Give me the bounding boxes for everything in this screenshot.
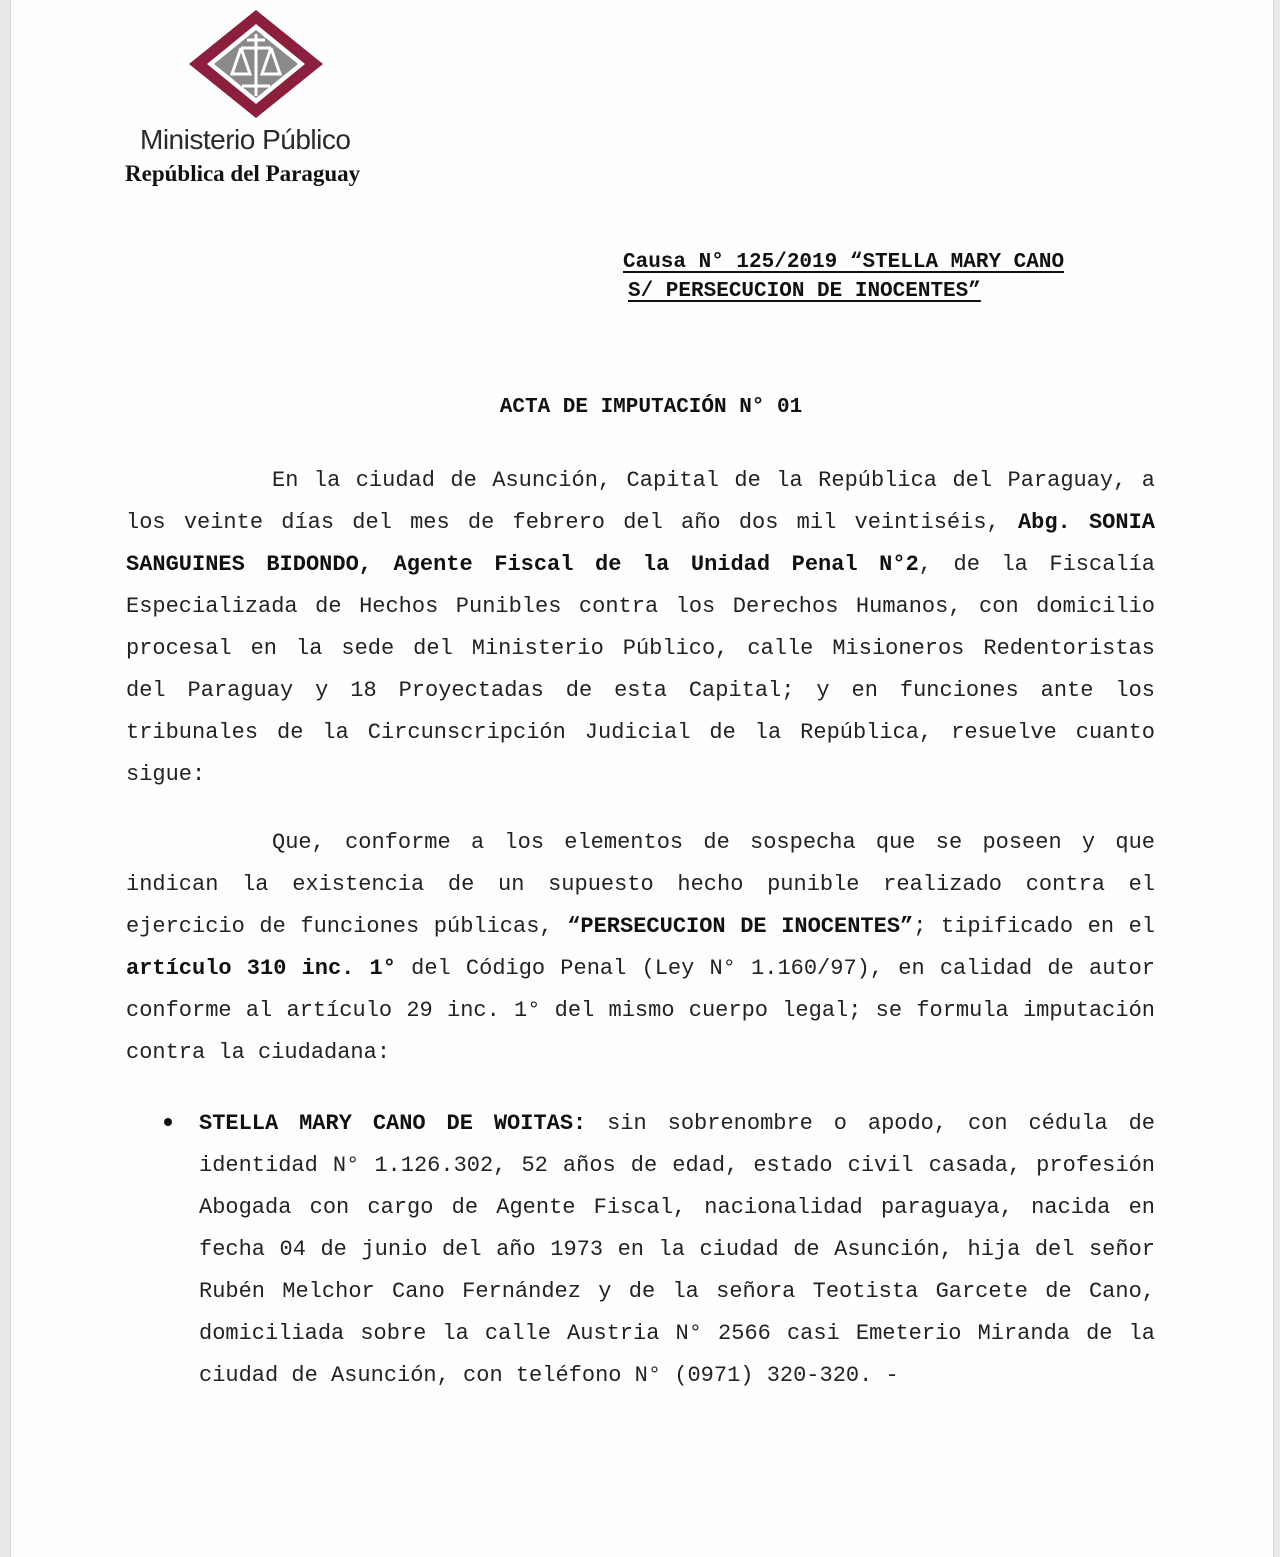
letterhead — [121, 8, 421, 198]
case-reference-line-2: S/ PERSECUCION DE INOCENTES” — [628, 280, 981, 303]
bullet-icon — [164, 1118, 172, 1126]
defendant-entry — [199, 1103, 1155, 1397]
document-title: ACTA DE IMPUTACIÓN N° 01 — [499, 396, 803, 419]
defendant-details: sin sobrenombre o apodo, con cédula de identidad N° 1.126.302, 52 años de edad, estado civil casada, profesión Abogada con cargo de Agente Fiscal, nacionalidad paraguaya, nacida en fecha 04 de junio del año 1973 en la ciudad de Asunción, hija del señor Rubén Melchor Cano Fernández y de la señora Teotista Garcete de Cano, domiciliada sobre la calle Austria N° 2566 casi Emeterio Miranda de la ciudad de Asunción, con teléfono N° (0971) 320-320. - — [199, 1111, 1155, 1388]
paragraph-opening-rest: , de la Fiscalía Especializada de Hechos Punibles contra los Derechos Humanos, con domicilio procesal en la sede del Ministerio Público, calle Misioneros Redentoristas del Paraguay y 18 Proyectadas de esta Capital; y en funciones ante los tribunales de la Circunscripción Judicial de la República, resuelve cuanto sigue: — [126, 552, 1156, 787]
document-page — [10, 0, 1274, 1557]
crime-name: “PERSECUCION DE INOCENTES” — [567, 914, 914, 939]
org-name: Ministerio Público — [140, 124, 351, 155]
paragraph-charge-middle: ; tipificado en el — [913, 914, 1156, 939]
scales-of-justice-logo-icon — [181, 8, 331, 118]
paragraph-charge-intro: Que, conforme a los elementos de sospecha que se poseen y que indican la existencia de un supuesto hecho punible realizado contra el ejercicio de funciones públicas, — [126, 830, 1155, 939]
paragraph-charge — [126, 822, 1155, 1074]
paragraph-opening-intro: En la ciudad de Asunción, Capital de la República del Paraguay, a los veinte días del mes de febrero del año dos mil veintiséis, — [126, 468, 1155, 535]
paragraph-charge-rest: del Código Penal (Ley N° 1.160/97), en calidad de autor conforme al artículo 29 inc. 1° del mismo cuerpo legal; se formula imputación contra la ciudadana: — [126, 956, 1156, 1065]
case-reference-line-1: Causa N° 125/2019 “STELLA MARY CANO — [623, 251, 1065, 274]
prosecutor-name: Abg. SONIA SANGUINES BIDONDO, Agente Fiscal de la Unidad Penal N°2 — [126, 510, 1155, 577]
paragraph-opening — [126, 460, 1155, 796]
penal-article: artículo 310 inc. 1° — [126, 956, 396, 981]
org-country: República del Paraguay — [125, 161, 361, 186]
defendant-name: STELLA MARY CANO DE WOITAS: — [199, 1111, 587, 1136]
case-reference — [623, 248, 1163, 306]
